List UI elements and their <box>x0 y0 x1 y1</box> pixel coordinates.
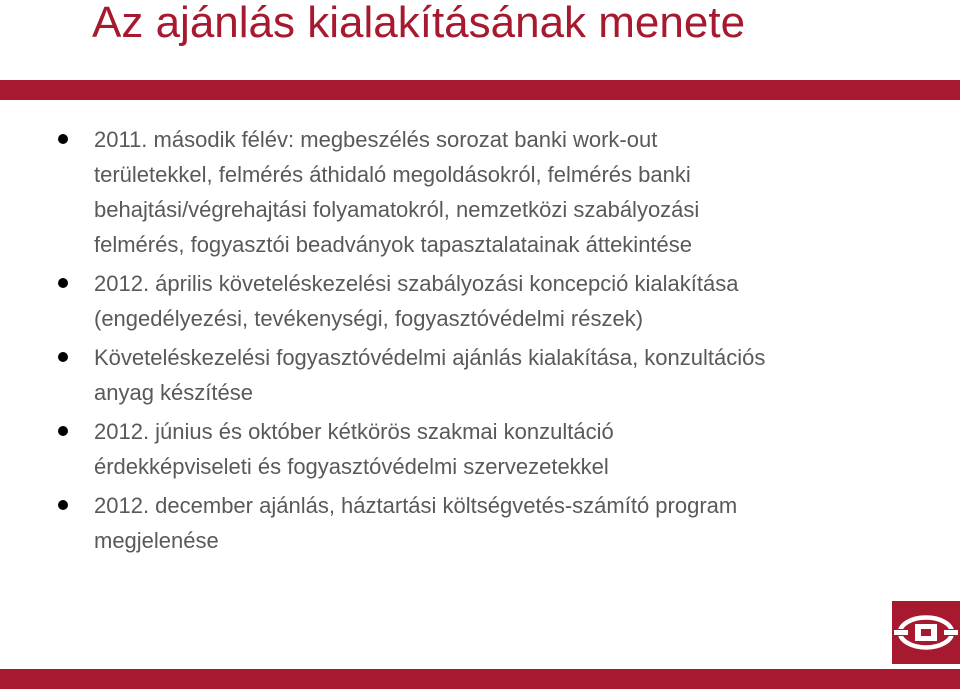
title-divider-bar <box>0 80 960 100</box>
bullet-line: megjelenése <box>94 528 219 553</box>
bullet-item <box>56 122 886 262</box>
bullet-line: 2011. második félév: megbeszélés sorozat banki work-out <box>94 127 658 152</box>
bullet-dot-icon <box>58 352 68 362</box>
bullet-item <box>56 488 886 558</box>
bullet-line: érdekképviseleti és fogyasztóvédelmi szervezetekkel <box>94 454 609 479</box>
bullet-line: Követeléskezelési fogyasztóvédelmi ajánlás kialakítása, konzultációs <box>94 345 766 370</box>
bullet-dot-icon <box>58 278 68 288</box>
footer-bar <box>0 669 960 689</box>
bullet-line: 2012. június és október kétkörös szakmai konzultáció <box>94 419 614 444</box>
bullet-line: felmérés, fogyasztói beadványok tapasztalatainak áttekintése <box>94 232 693 257</box>
bullet-item <box>56 414 886 484</box>
bullet-line: 2012. december ajánlás, háztartási költségvetés-számító program <box>94 493 738 518</box>
bullet-list <box>56 122 886 562</box>
bullet-item <box>56 266 886 336</box>
bullet-dot-icon <box>58 500 68 510</box>
bullet-item <box>56 340 886 410</box>
bullet-dot-icon <box>58 134 68 144</box>
bullet-line: 2012. április követeléskezelési szabályozási koncepció kialakítása <box>94 271 739 296</box>
bullet-line: behajtási/végrehajtási folyamatokról, nemzetközi szabályozási <box>94 197 700 222</box>
bullet-dot-icon <box>58 426 68 436</box>
bullet-line: anyag készítése <box>94 380 253 405</box>
bullet-line: (engedélyezési, tevékenységi, fogyasztóvédelmi részek) <box>94 306 644 331</box>
institution-logo-icon <box>892 601 960 664</box>
slide-title: Az ajánlás kialakításának menete <box>92 0 746 47</box>
logo-mark-icon <box>892 601 960 664</box>
bullet-line: területekkel, felmérés áthidaló megoldásokról, felmérés banki <box>94 162 691 187</box>
